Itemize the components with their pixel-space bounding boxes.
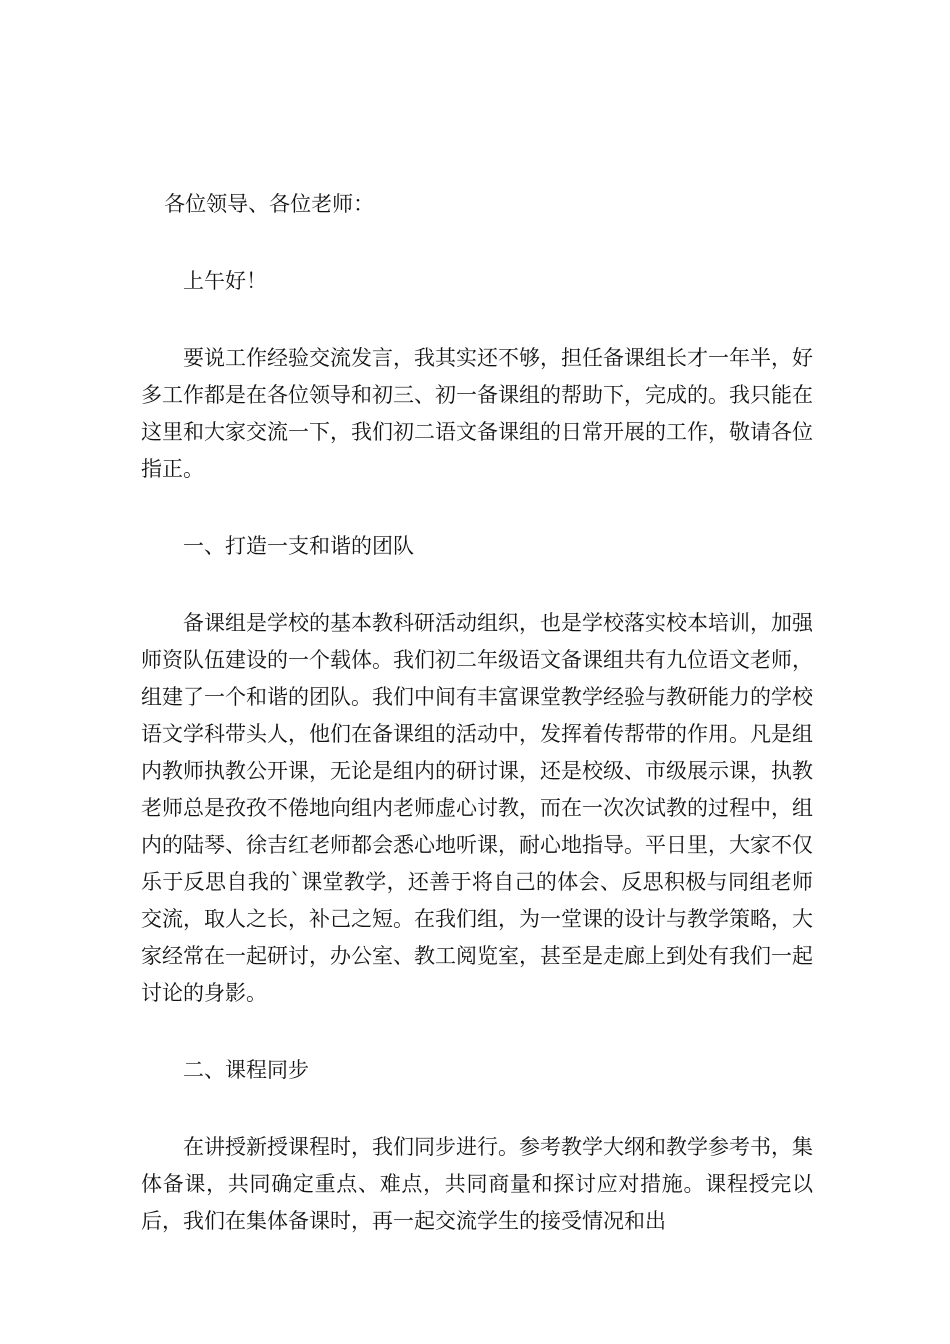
salutation: 各位领导、各位老师： — [164, 192, 375, 216]
section-1-heading: 一、打造一支和谐的团队 — [183, 534, 414, 558]
section-2-heading: 二、课程同步 — [183, 1058, 309, 1082]
intro-paragraph: 要说工作经验交流发言，我其实还不够，担任备课组长才一年半，好多工作都是在各位领导和初三、初一备课组的帮助下，完成的。我只能在这里和大家交流一下，我们初二语文备课组的日常开展的工作，敬请各位指正。 — [141, 346, 813, 481]
section-1-paragraph: 备课组是学校的基本教科研活动组织，也是学校落实校本培训，加强师资队伍建设的一个载体。我们初二年级语文备课组共有九位语文老师，组建了一个和谐的团队。我们中间有丰富课堂教学经验与教研能力的学校语文学科带头人，他们在备课组的活动中，发挥着传帮带的作用。凡是组内教师执教公开课，无论是组内的研讨课，还是校级、市级展示课，执教老师总是孜孜不倦地向组内老师虚心讨教，而在一次次试教的过程中，组内的陆琴、徐吉红老师都会悉心地听课，耐心地指导。平日里，大家不仅乐于反思自我的`课堂教学，还善于将自己的体会、反思积极与同组老师交流，取人之长，补己之短。在我们组，为一堂课的设计与教学策略，大家经常在一起研讨，办公室、教工阅览室，甚至是走廊上到处有我们一起讨论的身影。 — [141, 611, 813, 1005]
greeting: 上午好！ — [183, 269, 267, 293]
document-body — [141, 186, 813, 1240]
section-2-paragraph: 在讲授新授课程时，我们同步进行。参考教学大纲和教学参考书，集体备课，共同确定重点、难点，共同商量和探讨应对措施。课程授完以后，我们在集体备课时，再一起交流学生的接受情况和出 — [141, 1135, 813, 1233]
